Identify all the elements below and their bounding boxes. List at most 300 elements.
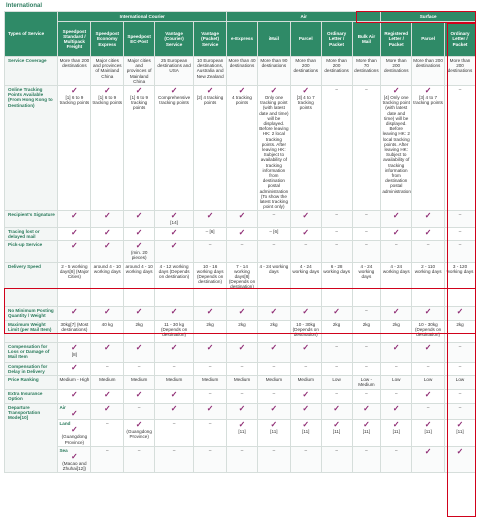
table-cell: –: [445, 342, 476, 362]
check-icon: ✓: [270, 306, 278, 316]
table-cell: –: [412, 403, 445, 419]
check-icon: ✓: [135, 389, 143, 399]
table-cell: –: [227, 241, 258, 262]
cell-note: [2] 4 tracking points: [196, 95, 224, 106]
table-cell: More than 70 destinations: [352, 57, 381, 86]
table-cell: –: [194, 420, 227, 447]
check-icon: ✓: [363, 420, 370, 430]
table-cell: [58, 342, 91, 362]
table-row: [5, 57, 476, 86]
check-icon: ✓: [238, 211, 246, 221]
table-cell: 2kg: [257, 320, 290, 342]
table-cell: More than 200 destinations: [381, 57, 412, 86]
check-icon: ✓: [206, 306, 214, 316]
check-icon: ✓: [71, 306, 78, 316]
check-icon: ✓: [302, 389, 310, 399]
table-cell: –: [257, 241, 290, 262]
check-icon: ✓: [238, 227, 246, 237]
table-cell: 4 - 12 working days (Depends on destination): [155, 262, 194, 306]
cell-note: [1] 6 to 9 tracking points: [59, 95, 90, 106]
table-cell: 2kg: [227, 320, 258, 342]
check-icon: ✓: [71, 241, 78, 251]
table-cell: [321, 403, 352, 419]
table-cell: [227, 306, 258, 320]
table-cell: –: [290, 446, 321, 473]
table-row: [5, 241, 476, 262]
table-row: [5, 262, 476, 306]
table-cell: Medium - High: [58, 375, 91, 389]
table-cell: [290, 227, 321, 240]
cell-note: [8]: [71, 351, 77, 357]
table-cell: [58, 362, 91, 375]
cell-note: [4] Only one tracking point (with latest date and time) will be displayed. Before leaving HK: 2 local tracking points. After leaving HK: Subject to availability of tracking information from destination postal administration: [382, 95, 411, 194]
table-cell: Medium: [124, 375, 155, 389]
check-icon: ✓: [456, 446, 464, 456]
table-cell: 2kg: [321, 320, 352, 342]
table-cell: Major cities and provinces of Mainland China: [124, 57, 155, 86]
table-cell: More than 200 destinations: [412, 57, 445, 86]
row-header: Pick-up Service: [5, 241, 58, 262]
check-icon: ✓: [103, 211, 111, 221]
check-icon: ✓: [170, 306, 178, 316]
table-cell: –: [445, 403, 476, 419]
table-cell: Medium: [91, 375, 124, 389]
table-cell: [91, 389, 124, 403]
check-icon: ✓: [238, 403, 246, 413]
table-cell: –: [257, 211, 290, 227]
table-cell: –: [194, 446, 227, 473]
check-icon: ✓: [170, 403, 178, 413]
check-icon: ✓: [170, 389, 178, 399]
check-icon: ✓: [392, 211, 400, 221]
table-cell: [290, 306, 321, 320]
table-cell: [58, 211, 91, 227]
row-header: Compensation for Delay in Delivery: [5, 362, 58, 375]
table-cell: 25 European destinations and USA: [155, 57, 194, 86]
table-cell: 10 European destinations, Australia and New Zealand: [194, 57, 227, 86]
table-cell: [194, 306, 227, 320]
table-cell: –: [227, 446, 258, 473]
table-cell: [194, 342, 227, 362]
table-cell: [124, 227, 155, 240]
check-icon: ✓: [238, 420, 246, 430]
table-cell: –: [381, 389, 412, 403]
table-cell: Medium: [290, 375, 321, 389]
check-icon: ✓: [206, 342, 214, 352]
table-cell: –: [352, 362, 381, 375]
table-cell: –: [321, 342, 352, 362]
check-icon: ✓: [333, 306, 340, 316]
check-icon: ✓: [456, 306, 464, 316]
table-cell: [58, 86, 91, 211]
check-icon: ✓: [103, 342, 111, 352]
table-cell: More than 200 destinations: [445, 57, 476, 86]
table-cell: –: [352, 389, 381, 403]
table-cell: [381, 211, 412, 227]
table-cell: Medium: [194, 375, 227, 389]
departure-mode-label: Sea: [59, 447, 68, 453]
table-cell: [290, 389, 321, 403]
cell-note: (Guangdong Province): [126, 429, 152, 440]
table-cell: –: [91, 362, 124, 375]
table-cell: –: [445, 86, 476, 211]
table-row: [5, 86, 476, 211]
cell-note: [11]: [270, 429, 278, 435]
table-cell: –: [91, 446, 124, 473]
table-cell: [91, 342, 124, 362]
check-icon: ✓: [135, 342, 143, 352]
table-cell: – [6]: [257, 227, 290, 240]
check-icon: ✓: [270, 420, 278, 430]
column-header: Parcel: [290, 22, 321, 57]
table-cell: [227, 211, 258, 227]
table-cell: – [6]: [194, 227, 227, 240]
table-cell: around 4 - 10 working days: [91, 262, 124, 306]
table-cell: –: [321, 241, 352, 262]
table-cell: –: [194, 362, 227, 375]
column-header: Vantage (Courier) Service: [155, 22, 194, 57]
table-cell: –: [352, 227, 381, 240]
row-header: [5, 403, 58, 472]
check-icon: ✓: [71, 389, 78, 399]
table-cell: [58, 241, 91, 262]
table-cell: [321, 420, 352, 447]
group-header-surface: Surface: [381, 12, 476, 22]
row-header: Tracing lost or delayed mail: [5, 227, 58, 240]
cell-note: [14]: [170, 220, 178, 226]
check-icon: ✓: [424, 227, 432, 237]
cell-note: 4 tracking points: [232, 95, 252, 106]
table-cell: –: [290, 362, 321, 375]
table-cell: [91, 306, 124, 320]
table-cell: [290, 403, 321, 419]
table-cell: More than 200 destinations: [290, 57, 321, 86]
table-cell: –: [124, 403, 155, 419]
row-header: Service Coverage: [5, 57, 58, 86]
table-cell: [227, 342, 258, 362]
cell-note: [11]: [332, 429, 341, 435]
table-cell: [124, 420, 155, 447]
check-icon: ✓: [103, 389, 111, 399]
table-cell: [91, 227, 124, 240]
table-cell: –: [155, 420, 194, 447]
row-header: Compensation for Loss or Damage of Mail Item: [5, 342, 58, 362]
check-icon: ✓: [333, 420, 340, 430]
cell-note: (Guangdong Province): [61, 434, 88, 445]
table-cell: [412, 342, 445, 362]
column-header: iMail: [257, 22, 290, 57]
table-cell: 2kg: [194, 320, 227, 342]
cell-note: [11]: [362, 429, 371, 435]
table-cell: [412, 420, 445, 447]
table-cell: [155, 86, 194, 211]
table-cell: 3 - 120 working days: [445, 262, 476, 306]
table-row: [5, 342, 476, 362]
table-cell: More than 200 destinations: [321, 57, 352, 86]
table-cell: –: [321, 389, 352, 403]
table-cell: –: [381, 446, 412, 473]
table-cell: –: [227, 362, 258, 375]
check-icon: ✓: [392, 403, 400, 413]
table-cell: Medium: [227, 375, 258, 389]
cell-note: [11]: [424, 429, 432, 435]
table-cell: –: [91, 420, 124, 447]
check-icon: ✓: [302, 420, 310, 430]
table-cell: More than 200 destinations: [58, 57, 91, 86]
column-header: Ordinary Letter / Packet: [445, 22, 476, 57]
table-cell: [321, 306, 352, 320]
check-icon: ✓: [392, 306, 400, 316]
table-cell: Medium: [257, 375, 290, 389]
check-icon: ✓: [333, 403, 340, 413]
row-header: Delivery Speed: [5, 262, 58, 306]
row-header: Online Tracking Points Available (From Hong Kong to Destination): [5, 86, 58, 211]
check-icon: ✓: [71, 227, 78, 237]
table-cell: [194, 86, 227, 211]
page-title: International: [6, 3, 43, 9]
table-cell: [257, 306, 290, 320]
table-row: [5, 211, 476, 227]
check-icon: ✓: [424, 446, 432, 456]
check-icon: ✓: [392, 86, 400, 96]
check-icon: ✓: [103, 86, 111, 96]
table-cell: [381, 420, 412, 447]
cell-note: [11]: [238, 429, 246, 435]
comparison-table-wrapper: [4, 11, 476, 473]
table-cell: –: [194, 389, 227, 403]
table-cell: –: [124, 362, 155, 375]
check-icon: ✓: [270, 342, 278, 352]
table-cell: –: [352, 306, 381, 320]
table-row: [5, 389, 476, 403]
check-icon: ✓: [206, 211, 214, 221]
table-cell: [381, 403, 412, 419]
check-icon: ✓: [424, 306, 432, 316]
table-cell: –: [257, 446, 290, 473]
column-header: Ordinary Letter / Packet: [321, 22, 352, 57]
table-cell: [412, 86, 445, 211]
check-icon: ✓: [392, 420, 400, 430]
table-cell: –: [445, 241, 476, 262]
table-cell: Low: [445, 375, 476, 389]
table-cell: –: [445, 362, 476, 375]
check-icon: ✓: [170, 86, 178, 96]
table-cell: [194, 211, 227, 227]
table-cell: –: [445, 389, 476, 403]
table-cell: [381, 306, 412, 320]
table-cell: 4 - 24 working days: [290, 262, 321, 306]
table-cell: around 4 - 10 working days: [124, 262, 155, 306]
table-cell: –: [412, 362, 445, 375]
table-cell: 30kg[7] (Most destinations): [58, 320, 91, 342]
table-cell: [124, 86, 155, 211]
cell-note: Only one tracking point (with latest date and time) will be displayed. Before leaving HK: 2 local tracking points. After leaving HK: Subject to availability of tracking information from destination postal administration (To show the latest tracking point only): [259, 95, 289, 210]
table-cell: [257, 420, 290, 447]
cell-note: [1] 6 to 9 tracking points: [130, 95, 149, 111]
check-icon: ✓: [206, 403, 214, 413]
check-icon: ✓: [135, 227, 143, 237]
table-row: [5, 362, 476, 375]
table-cell: [155, 403, 194, 419]
table-cell: [58, 446, 91, 473]
table-cell: [381, 342, 412, 362]
check-icon: ✓: [302, 403, 310, 413]
table-cell: 2kg: [381, 320, 412, 342]
table-cell: [91, 403, 124, 419]
table-cell: [155, 211, 194, 227]
table-cell: 11 - 30 kg (Depends on destination): [155, 320, 194, 342]
check-icon: ✓: [170, 227, 178, 237]
table-cell: 2 - 110 working days: [412, 262, 445, 306]
table-cell: –: [155, 446, 194, 473]
table-cell: [290, 420, 321, 447]
column-header: Speedpost Standard / Multipack Freight: [58, 22, 91, 57]
cell-note: [11]: [302, 429, 310, 435]
table-cell: [445, 420, 476, 447]
row-header: Extra Insurance Option: [5, 389, 58, 403]
check-icon: ✓: [302, 86, 310, 96]
check-icon: ✓: [456, 420, 464, 430]
check-icon: ✓: [238, 342, 246, 352]
types-of-service-header: Types of Service: [5, 12, 58, 57]
check-icon: ✓: [302, 211, 310, 221]
cell-note: [1] 6 to 9 tracking points: [92, 95, 123, 106]
row-header: No Minimum Posting Quantity / Weight: [5, 306, 58, 320]
table-cell: [412, 389, 445, 403]
check-icon: ✓: [71, 86, 78, 96]
table-cell: Medium: [155, 375, 194, 389]
check-icon: ✓: [103, 403, 111, 413]
table-row: [5, 446, 476, 473]
departure-mode-label: Land: [59, 421, 71, 427]
table-cell: –: [381, 362, 412, 375]
check-icon: ✓: [71, 342, 78, 352]
check-icon: ✓: [424, 86, 432, 96]
table-cell: [155, 306, 194, 320]
table-cell: [257, 403, 290, 419]
group-header-international-courier: International Courier: [58, 12, 227, 22]
table-cell: –: [321, 86, 352, 211]
table-cell: [227, 86, 258, 211]
table-row: [5, 420, 476, 447]
table-row: [5, 306, 476, 320]
table-cell: –: [124, 446, 155, 473]
column-header: Bulk Air Mail: [352, 22, 381, 57]
check-icon: ✓: [392, 227, 400, 237]
table-cell: [290, 86, 321, 211]
table-cell: Major cities and provinces of Mainland China: [91, 57, 124, 86]
table-cell: [381, 227, 412, 240]
table-cell: 2kg: [124, 320, 155, 342]
table-cell: [381, 86, 412, 211]
check-icon: ✓: [238, 86, 246, 96]
table-cell: 2 - 5 working days[8] (Major Cities): [58, 262, 91, 306]
table-cell: –: [257, 389, 290, 403]
departure-mode-label: Air: [59, 404, 66, 410]
table-cell: –: [352, 86, 381, 211]
cell-note: (Macao and Zhuhai[12]): [62, 460, 87, 472]
cell-note: [3] 4 to 7 tracking points: [296, 95, 315, 111]
table-cell: [91, 86, 124, 211]
check-icon: ✓: [71, 409, 78, 419]
check-icon: ✓: [392, 342, 400, 352]
check-icon: ✓: [302, 227, 310, 237]
table-cell: Low: [321, 375, 352, 389]
check-icon: ✓: [135, 86, 143, 96]
table-cell: Low: [412, 375, 445, 389]
table-cell: [412, 446, 445, 473]
table-cell: [124, 306, 155, 320]
table-cell: [227, 420, 258, 447]
check-icon: ✓: [135, 241, 143, 251]
departure-label: Departure Transportation Mode[10]: [8, 404, 41, 421]
check-icon: ✓: [424, 420, 432, 430]
table-cell: Low: [381, 375, 412, 389]
table-cell: –: [194, 241, 227, 262]
table-cell: 4 - 24 working days: [381, 262, 412, 306]
table-cell: –: [321, 211, 352, 227]
check-icon: ✓: [135, 211, 143, 221]
column-header: Registered Letter / Packet: [381, 22, 412, 57]
table-cell: –: [352, 211, 381, 227]
column-header: Vantage (Packet) Service: [194, 22, 227, 57]
check-icon: ✓: [238, 306, 246, 316]
table-cell: 10 - 16 working days (Depends on destination): [194, 262, 227, 306]
check-icon: ✓: [302, 306, 310, 316]
table-cell: –: [445, 227, 476, 240]
table-cell: [290, 342, 321, 362]
table-cell: 6 - 28 working days: [321, 262, 352, 306]
table-cell: –: [321, 446, 352, 473]
check-icon: ✓: [103, 241, 111, 251]
table-cell: [257, 342, 290, 362]
table-cell: 10 - 30kg (Depends on destination): [412, 320, 445, 342]
table-cell: –: [381, 241, 412, 262]
check-icon: ✓: [71, 211, 78, 221]
table-cell: 4 - 24 working days: [352, 262, 381, 306]
table-cell: 4 - 24 working days: [257, 262, 290, 306]
table-cell: [257, 86, 290, 211]
table-cell: [155, 241, 194, 262]
table-row: [5, 375, 476, 389]
table-cell: [124, 211, 155, 227]
table-cell: 10 - 30kg (Depends on destination): [290, 320, 321, 342]
table-cell: [58, 306, 91, 320]
table-cell: More than 40 destinations: [227, 57, 258, 86]
group-header-air: Air: [227, 12, 381, 22]
check-icon: ✓: [170, 241, 178, 251]
table-cell: –: [321, 227, 352, 240]
column-header: Speedpost Economy Express: [91, 22, 124, 57]
table-cell: –: [321, 362, 352, 375]
check-icon: ✓: [135, 306, 143, 316]
cell-note: [11]: [456, 429, 464, 435]
table-row: [5, 320, 476, 342]
column-header: Parcel: [412, 22, 445, 57]
column-header: e-Express: [227, 22, 258, 57]
check-icon: ✓: [103, 227, 111, 237]
table-cell: [124, 342, 155, 362]
table-cell: 7 - 14 working days[8] (Depends on destination): [227, 262, 258, 306]
cell-note: [3] 4 to 7 tracking points: [413, 95, 443, 106]
table-cell: [58, 389, 91, 403]
table-cell: –: [352, 342, 381, 362]
table-cell: [58, 403, 91, 419]
check-icon: ✓: [170, 211, 178, 221]
check-icon: ✓: [170, 342, 178, 352]
row-header: Recipient's Signature: [5, 211, 58, 227]
check-icon: ✓: [103, 306, 111, 316]
